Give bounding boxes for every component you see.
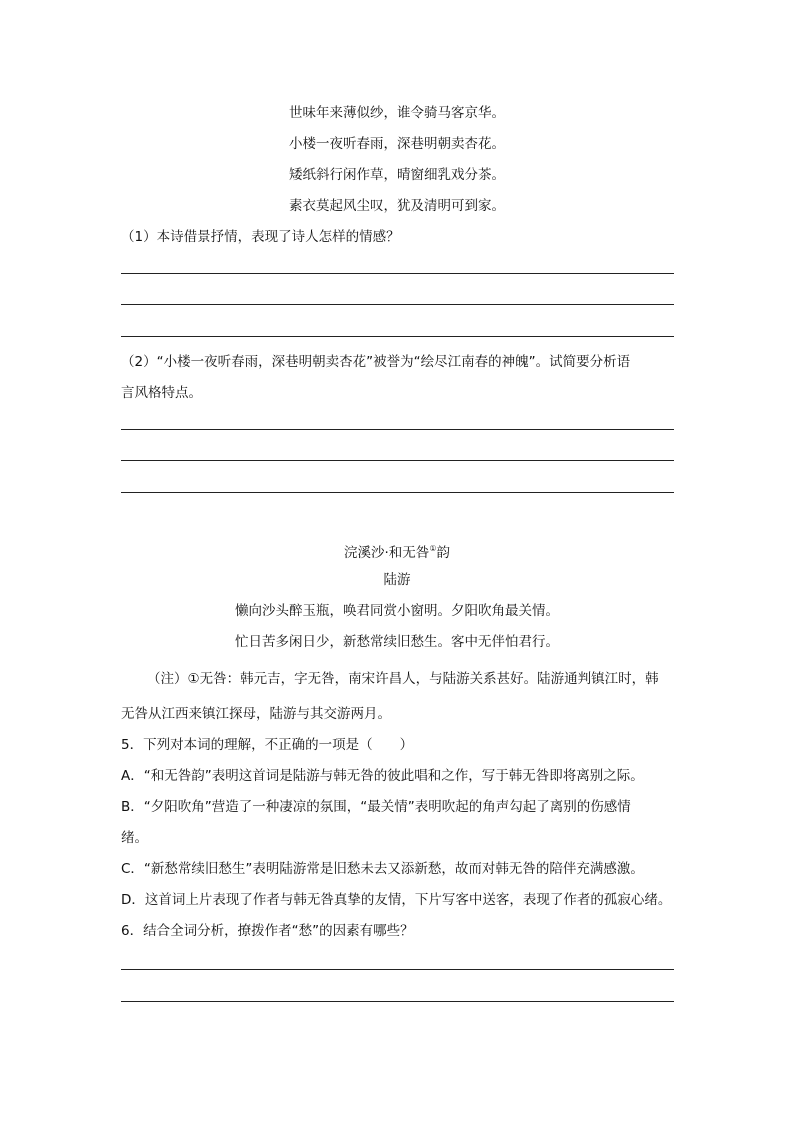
question-5-option-c: C．“新愁常续旧愁生”表明陆游常是旧愁未去又添新愁，故而对韩无咎的陪伴充满感激。 — [121, 861, 644, 877]
question-6: 6．结合全词分析，撩拨作者“愁”的因素有哪些？ — [121, 923, 414, 939]
answer-line — [121, 336, 674, 337]
answer-line — [121, 304, 674, 305]
answer-line — [121, 1001, 674, 1002]
poem2-author: 陆游 — [383, 572, 411, 588]
poem2-line-1: 懒向沙头醉玉瓶，唤君同赏小窗明。夕阳吹角最关情。 — [235, 603, 559, 619]
poem1-line-3: 矮纸斜行闲作草，晴窗细乳戏分茶。 — [289, 167, 505, 183]
note-line-2: 无咎从江西来镇江探母，陆游与其交游两月。 — [121, 706, 391, 722]
question-2-line-2: 言风格特点。 — [121, 385, 202, 401]
question-5-option-d: D．这首词上片表现了作者与韩无咎真挚的友情，下片写客中送客，表现了作者的孤寂心绪。 — [121, 892, 672, 908]
poem1-line-2: 小楼一夜听春雨，深巷明朝卖杏花。 — [289, 136, 505, 152]
answer-line — [121, 429, 674, 430]
footnote-marker: ① — [429, 544, 437, 553]
note-line-1: （注）①无咎：韩元吉，字无咎，南宋许昌人，与陆游关系甚好。陆游通判镇江时，韩 — [147, 671, 659, 687]
question-5-option-b-line-2: 绪。 — [121, 830, 148, 846]
poem1-line-4: 素衣莫起风尘叹，犹及清明可到家。 — [289, 198, 505, 214]
question-2-line-1: （2）“小楼一夜听春雨，深巷明朝卖杏花”被誉为“绘尽江南春的神魄”。试简要分析语 — [121, 354, 631, 370]
answer-line — [121, 969, 674, 970]
answer-line — [121, 460, 674, 461]
poem2-line-2: 忙日苦多闲日少，新愁常续旧愁生。客中无伴怕君行。 — [235, 634, 559, 650]
poem1-line-1: 世味年来薄似纱，谁令骑马客京华。 — [289, 105, 505, 121]
question-5-stem: 5．下列对本词的理解，不正确的一项是（ ） — [121, 737, 414, 753]
answer-line — [121, 273, 674, 274]
question-5-option-b-line-1: B．“夕阳吹角”营造了一种凄凉的氛围，“最关情”表明吹起的角声勾起了离别的伤感情 — [121, 799, 631, 815]
answer-line — [121, 492, 674, 493]
poem2-title: 浣溪沙·和无咎①韵 — [344, 544, 450, 561]
question-5-option-a: A．“和无咎韵”表明这首词是陆游与韩无咎的彼此唱和之作，写于韩无咎即将离别之际。 — [121, 768, 644, 784]
question-1: （1）本诗借景抒情，表现了诗人怎样的情感？ — [121, 229, 400, 245]
